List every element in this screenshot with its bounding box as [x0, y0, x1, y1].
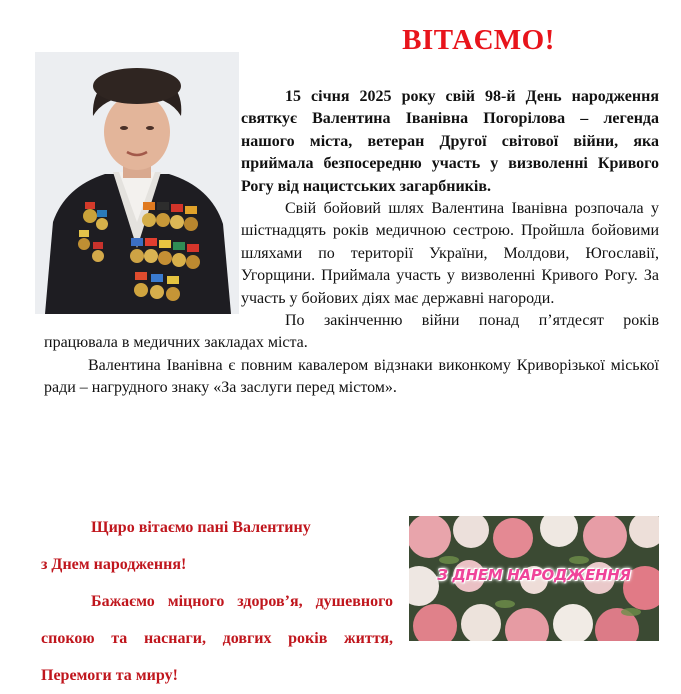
birthday-card-image: [409, 516, 659, 641]
page-title: ВІТАЄМО!: [402, 24, 555, 56]
post-war-paragraph: По закінченню війни понад п’ятдесят років працювала в медичних закладах міста.: [44, 312, 659, 352]
portrait-wrap-spacer: [35, 86, 241, 316]
combat-path-paragraph: Свій бойовий шлях Валентина Іванівна розпочала у шістнадцять років медичною сестрою. Пройшла бойовими шляхами по території України, Молдови, Югославії, Угорщини. Приймала участь у визволенні Кривого Рогу. За участь у бойових діях має державні нагороди.: [241, 200, 659, 307]
wish-line-1: Щиро вітаємо пані Валентину: [91, 519, 311, 536]
wishes-block: [41, 509, 393, 694]
intro-paragraph: 15 січня 2025 року свій 98-й День народження святкує Валентина Іванівна Погорілова – легенда нашого міста, ветеран Другої світової війни, яка приймала безпосередню участь у визволенні Кривого Рогу від нацистських загарбників.: [241, 88, 659, 195]
award-paragraph: Валентина Іванівна є повним кавалером відзнаки виконкому Криворізької міської ради – нагрудного знаку «За заслуги перед містом».: [44, 356, 659, 397]
wish-line-3: Бажаємо міцного здоров’я, душевного спокою та наснаги, довгих років життя, Перемоги та миру!: [41, 593, 393, 684]
card-caption: З ДНЕМ НАРОДЖЕННЯ: [437, 566, 631, 584]
article-body: [44, 86, 659, 400]
wish-line-2: з Днем народження!: [41, 556, 187, 573]
